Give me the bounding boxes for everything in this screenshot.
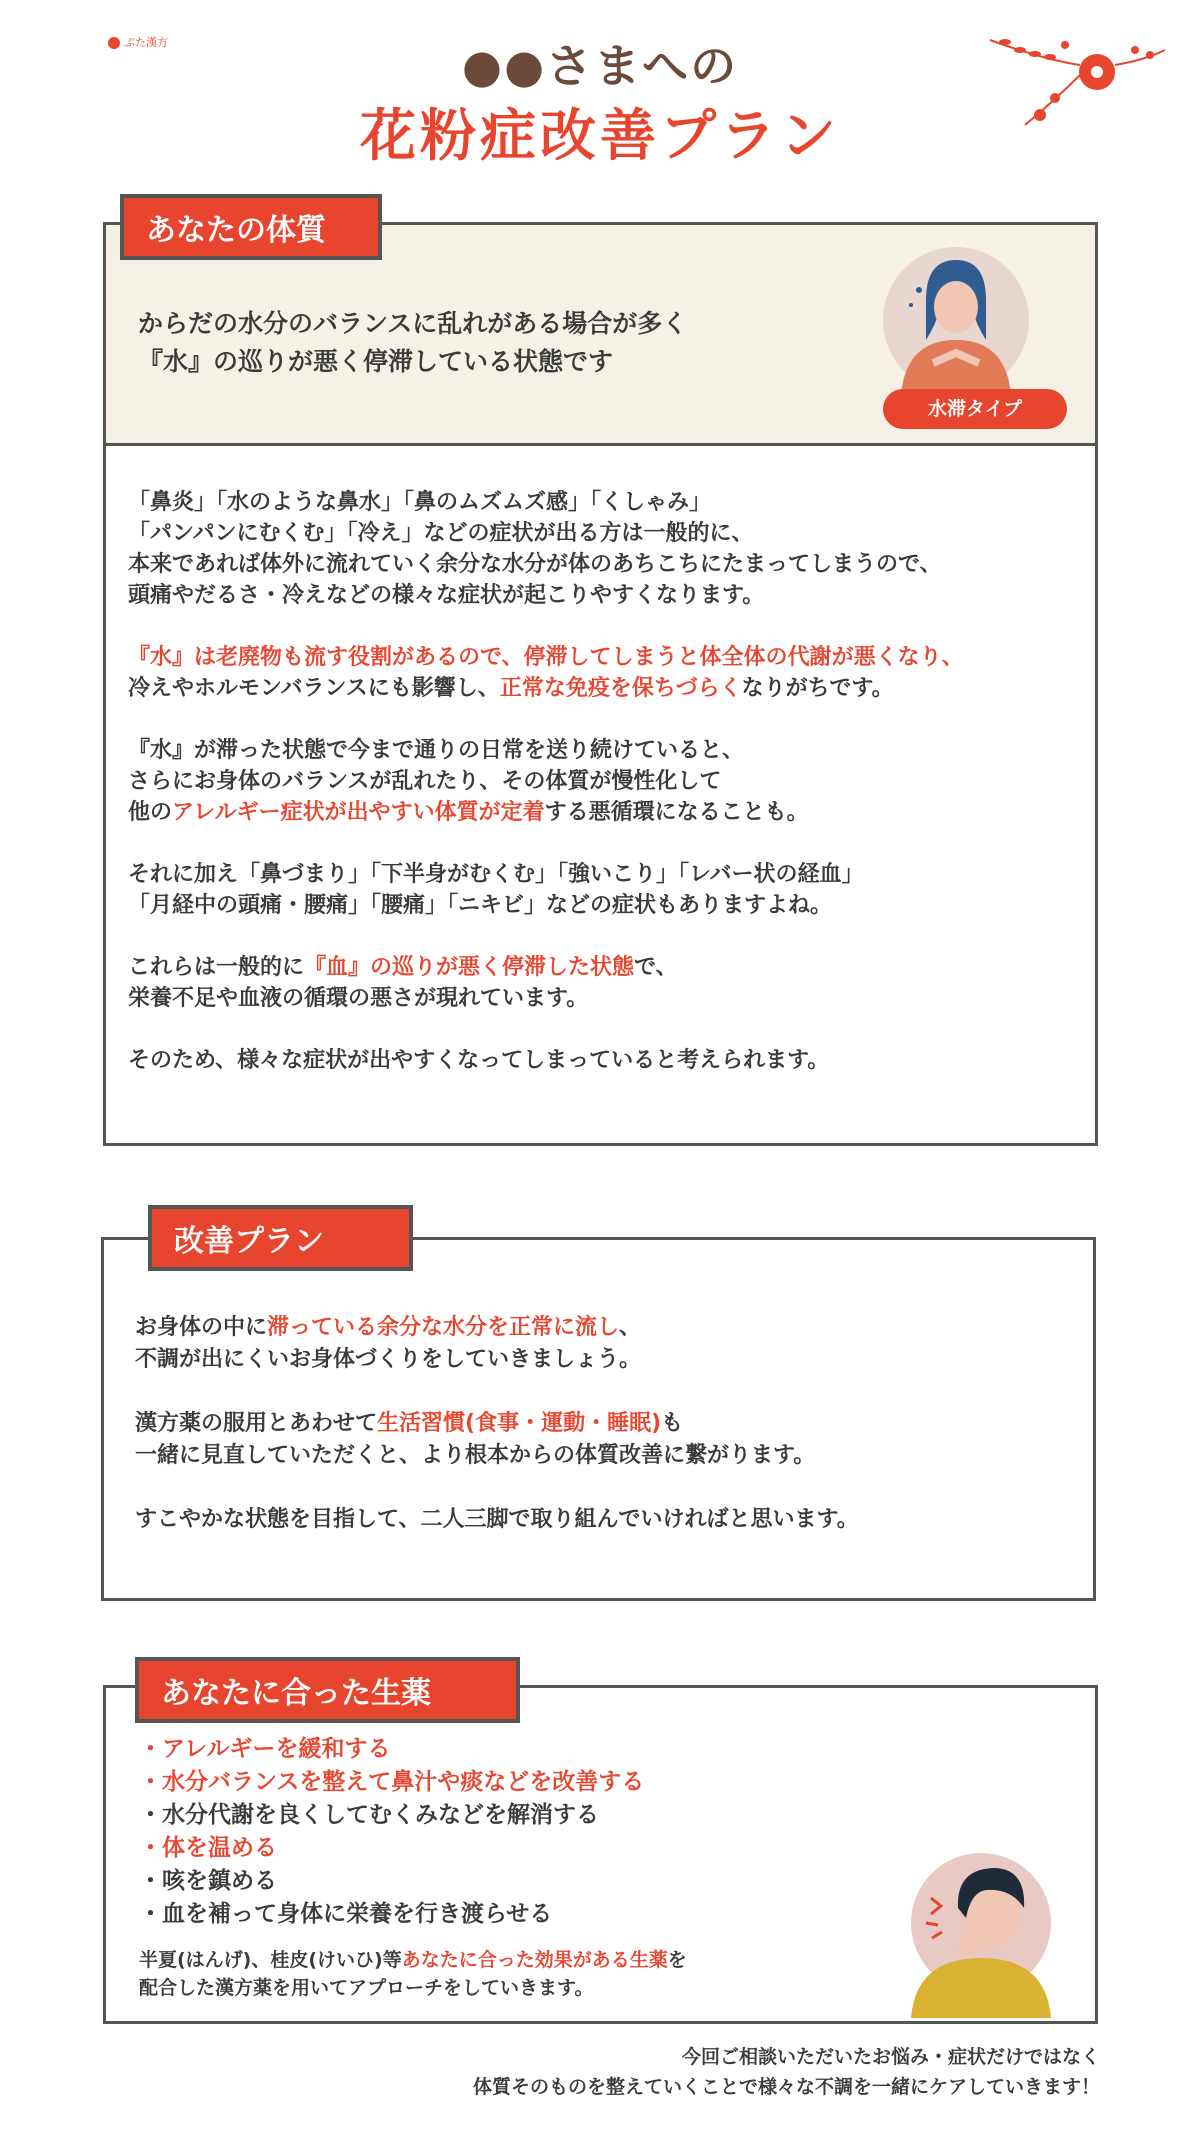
herb-effect-item: ・体を温める	[139, 1835, 277, 1861]
body-text: 冷えやホルモンバランスにも影響し、	[128, 676, 500, 701]
herbs-heading-text: あなたに合った生薬	[161, 1676, 431, 1711]
herb-effect-item: ・水分代謝を良くしてむくみなどを解消する	[139, 1802, 599, 1828]
body-text: 頭痛やだるさ・冷えなどの様々な症状が起こりやすくなります。	[128, 583, 765, 608]
highlight-text: アレルギー症状が出やすい体質が定着	[172, 800, 545, 825]
highlight-text: あなたに合った効果がある生薬	[401, 1949, 668, 1971]
text-line	[128, 1045, 1088, 1076]
body-text: なりがちです。	[741, 676, 894, 701]
body-text: 一緒に見直していただくと、より根本からの体質改善に繋がります。	[135, 1443, 816, 1468]
footer-line: 今回ご相談いただいたお悩み・症状だけではなく	[681, 2046, 1100, 2068]
footer-line: 体質そのものを整えていくことで様々な不調を一緒にケアしていきます！	[472, 2076, 1100, 2098]
text-line	[128, 766, 1088, 797]
paragraph	[135, 1408, 859, 1472]
plan-section	[101, 1237, 1096, 1601]
text-line	[128, 859, 1088, 890]
herb-effect-item: ・血を補って身体に栄養を行き渡らせる	[139, 1901, 553, 1927]
paragraph	[128, 952, 1088, 1014]
body-text: を	[667, 1949, 687, 1971]
paragraph	[135, 1312, 859, 1376]
constitution-heading	[120, 194, 382, 260]
text-line	[135, 1440, 859, 1472]
body-text: さらにお身体のバランスが乱れたり、その体質が慢性化して	[128, 769, 722, 794]
text-line	[135, 1408, 859, 1440]
constitution-section	[103, 222, 1098, 1146]
body-text: 「鼻炎」「水のような鼻水」「鼻のムズムズ感」「くしゃみ」	[128, 490, 712, 515]
page-title: 花粉症改善プラン	[360, 104, 840, 169]
logo-text: ぷた漢方	[124, 36, 168, 49]
text-line	[139, 1946, 687, 1974]
plan-heading-text: 改善プラン	[174, 1224, 324, 1259]
constitution-heading-text: あなたの体質	[146, 213, 326, 248]
body-text: 栄養不足や血液の循環の悪さが現れています。	[128, 986, 589, 1011]
body-text: 不調が出にくいお身体づくりをしていきましょう。	[135, 1347, 642, 1372]
body-text: 『水』が滞った状態で今まで通りの日常を送り続けていると、	[128, 738, 745, 763]
body-text: 本来であれば体外に流れていく余分な水分が体のあちこちにたまってしまうので、	[128, 552, 942, 577]
text-line	[128, 983, 1088, 1014]
text-line	[128, 797, 1088, 828]
highlight-text: 生活習慣(食事・運動・睡眠)	[377, 1411, 662, 1436]
summary-line: 『水』の巡りが悪く停滞している状態です	[138, 347, 614, 376]
paragraph	[128, 487, 1088, 611]
plan-description	[135, 1312, 859, 1568]
body-text: 「月経中の頭痛・腰痛」「腰痛」「ニキビ」などの症状もありますよね。	[128, 893, 833, 918]
body-text: 漢方薬の服用とあわせて	[135, 1411, 378, 1436]
body-text: も	[661, 1411, 684, 1436]
paragraph	[128, 735, 1088, 828]
coughing-person-icon	[886, 1828, 1076, 2018]
text-line	[128, 735, 1088, 766]
body-text: そのため、様々な症状が出やすくなってしまっていると考えられます。	[128, 1048, 830, 1073]
body-text: 、	[619, 1315, 642, 1340]
body-text: 配合した漢方薬を用いてアプローチをしていきます。	[139, 1977, 594, 1999]
body-text: で、	[634, 955, 678, 980]
herb-note	[139, 1946, 687, 2002]
text-line	[128, 642, 1088, 673]
body-text: お身体の中に	[135, 1315, 268, 1340]
text-line	[128, 580, 1088, 611]
summary-line: からだの水分のバランスに乱れがある場合が多く	[138, 309, 688, 338]
highlight-text: 滞っている余分な水分を正常に流し	[267, 1315, 620, 1340]
herb-effects-list	[139, 1733, 644, 1931]
highlight-text: 『血』の巡りが悪く停滞した状態	[304, 955, 635, 980]
text-line	[128, 673, 1088, 704]
paragraph	[128, 1045, 1088, 1076]
constitution-description	[128, 487, 1088, 1107]
constitution-summary	[138, 305, 687, 381]
body-text: それに加え「鼻づまり」「下半身がむくむ」「強いこり」「レバー状の経血」	[128, 862, 864, 887]
paragraph	[135, 1504, 859, 1536]
text-line	[128, 549, 1088, 580]
herb-effect-item: ・アレルギーを緩和する	[139, 1736, 391, 1762]
plan-heading	[148, 1205, 413, 1271]
highlight-text: 『水』は老廃物も流す役割があるので、停滞してしまうと体全体の代謝が悪くなり、	[128, 645, 964, 670]
woman-avatar-icon	[881, 245, 1031, 395]
page-title-recipient: ●●さまへの	[461, 39, 739, 93]
highlight-text: 正常な免疫を保ちづらく	[499, 676, 742, 701]
body-text: する悪循環になることも。	[544, 800, 809, 825]
text-line	[135, 1312, 859, 1344]
body-text: 他の	[128, 800, 173, 825]
text-line	[139, 1974, 687, 2002]
herbs-section	[103, 1685, 1098, 2024]
herb-effect-item: ・水分バランスを整えて鼻汁や痰などを改善する	[139, 1769, 645, 1795]
paragraph	[128, 642, 1088, 704]
flower-ornament-icon	[985, 20, 1170, 130]
herbs-heading	[135, 1657, 520, 1723]
text-line	[135, 1504, 859, 1536]
footer-message	[473, 2042, 1100, 2102]
herb-effect-item: ・咳を鎮める	[139, 1868, 277, 1894]
text-line	[128, 952, 1088, 983]
body-text: 半夏(はんげ)、桂皮(けいひ)等	[139, 1949, 402, 1971]
constitution-type-badge: 水滞タイプ	[883, 389, 1067, 429]
text-line	[128, 890, 1088, 921]
body-text: これらは一般的に	[128, 955, 305, 980]
text-line	[135, 1344, 859, 1376]
body-text: 「パンパンにむくむ」「冷え」などの症状が出る方は一般的に、	[128, 521, 754, 546]
text-line	[128, 487, 1088, 518]
text-line	[128, 518, 1088, 549]
body-text: すこやかな状態を目指して、二人三脚で取り組んでいければと思います。	[135, 1507, 859, 1532]
paragraph	[128, 859, 1088, 921]
